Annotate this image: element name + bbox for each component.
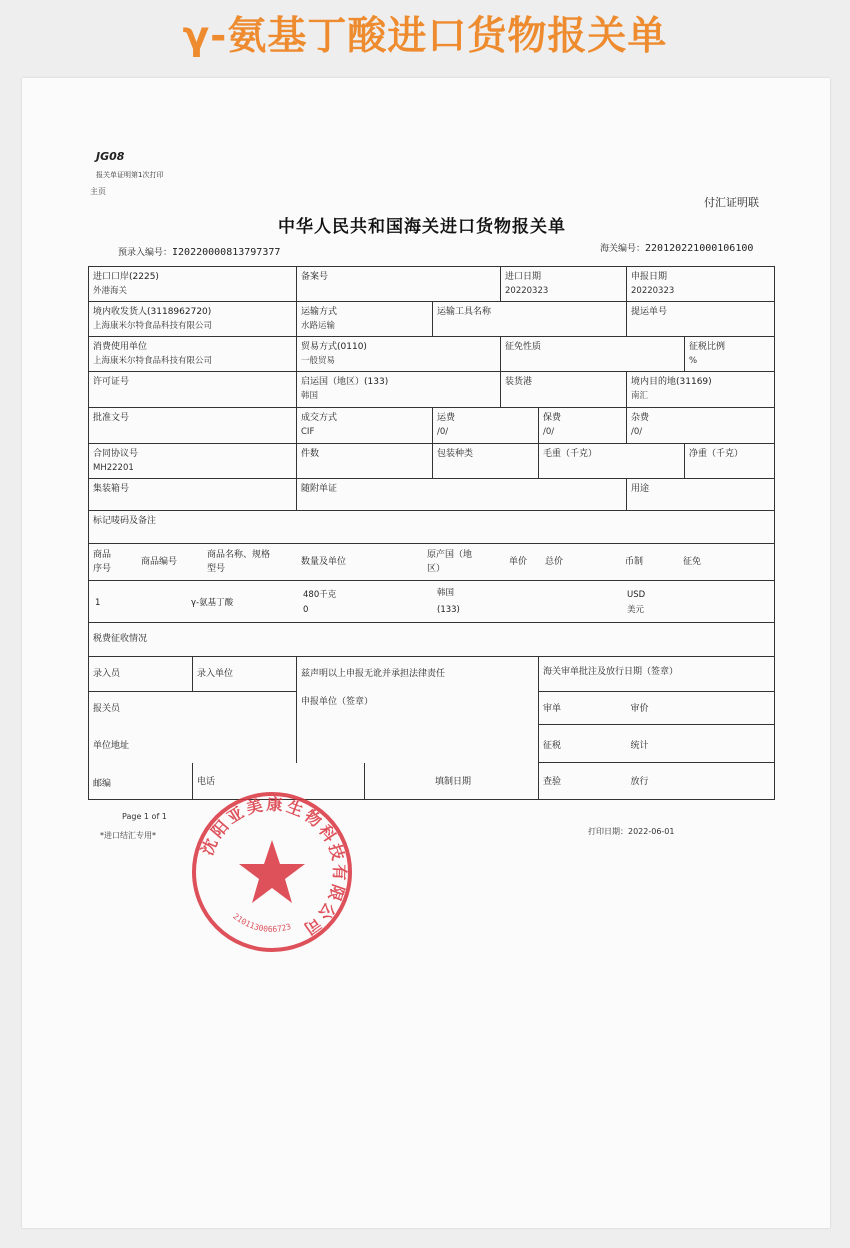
item-qty-secondary: 0 [303, 605, 309, 615]
trade-mode-cell: 贸易方式(0110) 一般贸易 [297, 337, 501, 372]
customs-declaration-paper [22, 78, 830, 1228]
items-header-country: 原产国（地 区） [427, 550, 473, 574]
item-qty: 480千克 [303, 590, 337, 600]
banner-title: γ-氨基丁酸进口货物报关单 [182, 14, 668, 59]
license-cell: 许可证号 [89, 372, 297, 408]
docs-cell: 随附单证 [297, 479, 627, 511]
declare-date-cell: 申报日期 20220323 [627, 267, 775, 302]
items-header-total: 总价 [545, 557, 564, 567]
transport-tool-cell: 运输工具名称 [433, 302, 627, 337]
net-weight-cell: 净重（千克） [685, 444, 775, 479]
declarant-cell: 报关员 [89, 692, 297, 725]
insurance-cell: 保费 /0/ [539, 408, 627, 444]
footer-note: *进口结汇专用* [100, 831, 156, 840]
page-indicator: Page 1 of 1 [122, 812, 167, 821]
items-header-name: 商品名称、规格 型号 [207, 550, 271, 574]
usage-cell: 用途 [627, 479, 775, 511]
customs-approval-cell: 海关审单批注及放行日期（签章） [539, 657, 775, 692]
unit-address-cell: 单位地址 [89, 725, 297, 763]
inspect-cell: 查验 [539, 763, 627, 800]
items-header-code: 商品编号 [141, 557, 178, 567]
phone-cell: 电话 [193, 763, 365, 800]
items-header-currency: 币制 [625, 557, 644, 567]
entry-clerk-cell: 录入员 [89, 657, 193, 692]
fill-date-cell: 填制日期 [365, 763, 539, 800]
contract-cell: 合同协议号 MH22201 [89, 444, 297, 479]
pre-entry-number: 预录入编号：I20220000813797377 [118, 247, 281, 258]
levy-cell: 征税 [539, 725, 627, 763]
pieces-cell: 件数 [297, 444, 433, 479]
items-header-seq: 商品 序号 [93, 550, 112, 574]
marks-cell: 标记唛码及备注 [89, 511, 775, 544]
company-seal [188, 788, 356, 956]
item-seq: 1 [95, 598, 101, 608]
items-header-unit-price: 单价 [509, 557, 528, 567]
gross-weight-cell: 毛重（千克） [539, 444, 685, 479]
deal-mode-cell: 成交方式 CIF [297, 408, 433, 444]
stats-cell: 统计 [627, 725, 775, 763]
document-title: 中华人民共和国海关进口货物报关单 [278, 217, 566, 237]
loading-port-cell: 装货港 [501, 372, 627, 408]
import-date-cell: 进口日期 20220323 [501, 267, 627, 302]
statement-cell: 兹声明以上申报无讹并承担法律责任 [297, 657, 539, 692]
consignee-cell: 境内收发货人(3118962720) 上海康米尔特食品科技有限公司 [89, 302, 297, 337]
review-cell: 审单 [539, 692, 627, 725]
consumer-cell: 消费使用单位 上海康米尔特食品科技有限公司 [89, 337, 297, 372]
page-label: 主页 [90, 187, 106, 196]
exemption-cell: 征免性质 [501, 337, 685, 372]
container-cell: 集装箱号 [89, 479, 297, 511]
seal-text: 沈阳亚美康生物科技有限公司 [197, 794, 350, 941]
items-header-duty: 征免 [683, 557, 702, 567]
origin-country-cell: 启运国（地区）(133) 韩国 [297, 372, 501, 408]
seal-star-icon [239, 840, 305, 903]
destination-cell: 境内目的地(31169) 南汇 [627, 372, 775, 408]
customs-number: 海关编号：220120221000106100 [600, 243, 754, 254]
item-name: γ-氨基丁酸 [191, 598, 234, 608]
item-currency: USD [627, 590, 646, 600]
record-no-cell: 备案号 [297, 267, 501, 302]
approval-cell: 批准文号 [89, 408, 297, 444]
entry-unit-cell: 录入单位 [193, 657, 297, 692]
table-row [89, 581, 775, 623]
package-cell: 包装种类 [433, 444, 539, 479]
release-cell: 放行 [627, 763, 775, 800]
import-port-cell: 进口口岸(2225) 外港海关 [89, 267, 297, 302]
copy-type: 付汇证明联 [704, 196, 759, 209]
signature-space [297, 725, 539, 763]
print-date: 打印日期：2022-06-01 [588, 827, 675, 836]
seal-number: 2101130066723 [231, 911, 293, 934]
item-currency-cn: 美元 [627, 605, 645, 615]
print-note: 报关单证明第1次打印 [96, 171, 164, 179]
tax-ratio-cell: 征税比例 % [685, 337, 775, 372]
misc-cell: 杂费 /0/ [627, 408, 775, 444]
items-header [89, 544, 775, 581]
items-header-qty: 数量及单位 [301, 557, 347, 567]
postcode-cell: 邮编 [89, 763, 193, 800]
declaration-table [88, 266, 775, 800]
form-code: JG08 [96, 150, 125, 163]
tax-cell: 税费征收情况 [89, 623, 775, 657]
declare-unit-cell: 申报单位（签章） [297, 692, 539, 725]
price-review-cell: 审价 [627, 692, 775, 725]
bill-no-cell: 提运单号 [627, 302, 775, 337]
item-country: 韩国 [437, 588, 455, 598]
transport-mode-cell: 运输方式 水路运输 [297, 302, 433, 337]
freight-cell: 运费 /0/ [433, 408, 539, 444]
item-country-code: (133) [437, 605, 460, 615]
